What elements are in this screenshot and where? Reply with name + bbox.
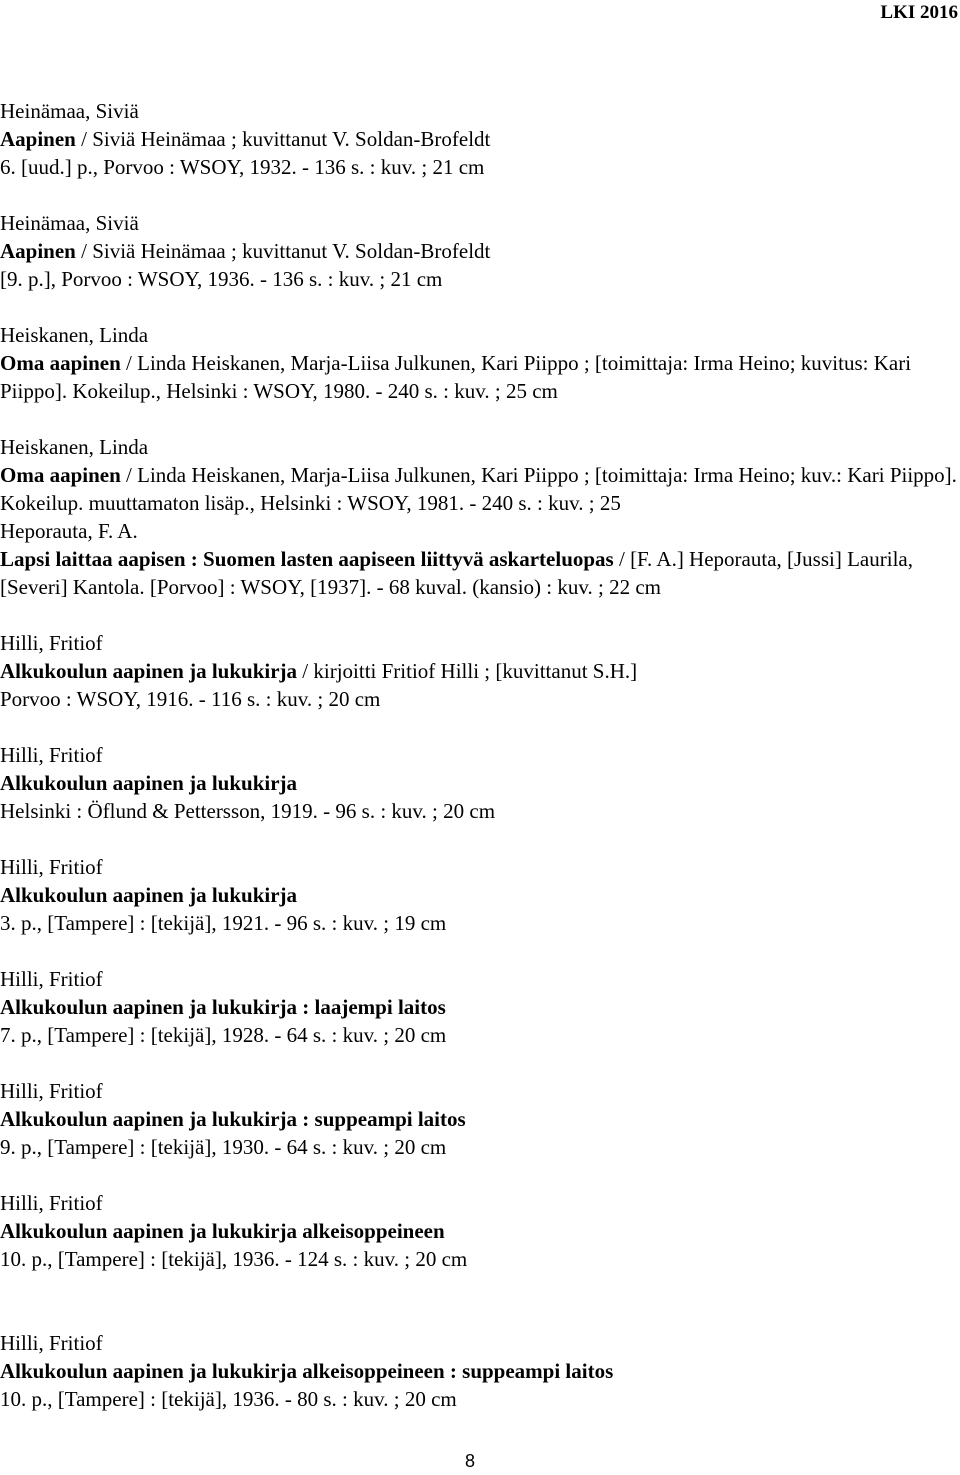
entry-statement: / [F. A.] Heporauta, [Jussi] Laurila, [Severi] Kantola. [Porvoo] : WSOY, [1937]. - 68 kuval. (kansio) : kuv. ; 22 cm xyxy=(0,547,913,599)
bibliography-entry xyxy=(0,965,958,1049)
entry-title-line xyxy=(0,125,958,153)
entry-title: Alkukoulun aapinen ja lukukirja xyxy=(0,659,298,683)
entry-title: Oma aapinen xyxy=(0,351,121,375)
entry-author: Heiskanen, Linda xyxy=(0,435,149,459)
entry-title: Aapinen xyxy=(0,127,76,151)
entry-author: Heporauta, F. A. xyxy=(0,519,138,543)
entry-title: Alkukoulun aapinen ja lukukirja : laajempi laitos xyxy=(0,995,446,1019)
bibliography-entry xyxy=(0,321,958,405)
entry-statement: / Siviä Heinämaa ; kuvittanut V. Soldan-Brofeldt xyxy=(75,127,491,151)
bibliography-entry xyxy=(0,741,958,825)
entry-title: Lapsi laittaa aapisen : Suomen lasten aapiseen liittyvä askarteluopas xyxy=(0,547,614,571)
entry-title-line xyxy=(0,769,958,797)
entry-details: 9. p., [Tampere] : [tekijä], 1930. - 64 s. : kuv. ; 20 cm xyxy=(0,1135,447,1159)
entry-title: Aapinen xyxy=(0,239,76,263)
bibliography-entry xyxy=(0,853,958,937)
entry-statement: / Siviä Heinämaa ; kuvittanut V. Soldan-Brofeldt xyxy=(75,239,491,263)
entry-title: Alkukoulun aapinen ja lukukirja alkeisoppeineen xyxy=(0,1219,445,1243)
entry-details: 10. p., [Tampere] : [tekijä], 1936. - 80 s. : kuv. ; 20 cm xyxy=(0,1387,457,1411)
bibliography-entry xyxy=(0,97,958,181)
entry-author: Hilli, Fritiof xyxy=(0,967,103,991)
document-header: LKI 2016 xyxy=(880,2,958,23)
entry-details: 7. p., [Tampere] : [tekijä], 1928. - 64 s. : kuv. ; 20 cm xyxy=(0,1023,447,1047)
entry-title-line xyxy=(0,993,958,1021)
entry-title-line xyxy=(0,461,958,517)
entry-details: [9. p.], Porvoo : WSOY, 1936. - 136 s. : kuv. ; 21 cm xyxy=(0,267,443,291)
entry-title: Alkukoulun aapinen ja lukukirja xyxy=(0,883,298,907)
entry-author: Hilli, Fritiof xyxy=(0,1331,103,1355)
entry-statement: / Linda Heiskanen, Marja-Liisa Julkunen, Kari Piippo ; [toimittaja: Irma Heino; kuvitus: Kari Piippo]. Kokeilup., Helsinki : WSOY, 1980. - 240 s. : kuv. ; 25 cm xyxy=(0,351,912,403)
entry-statement: / Linda Heiskanen, Marja-Liisa Julkunen, Kari Piippo ; [toimittaja: Irma Heino; kuv.: Kari Piippo]. Kokeilup. muuttamaton lisäp., Helsinki : WSOY, 1981. - 240 s. : kuv. ; 25 xyxy=(0,463,957,515)
entry-title-line xyxy=(0,545,958,601)
entry-author: Hilli, Fritiof xyxy=(0,855,103,879)
bibliography-entry xyxy=(0,1329,958,1413)
entry-title-line xyxy=(0,657,958,685)
entry-statement: / kirjoitti Fritiof Hilli ; [kuvittanut S.H.] xyxy=(297,659,638,683)
entry-details: 10. p., [Tampere] : [tekijä], 1936. - 124 s. : kuv. ; 20 cm xyxy=(0,1247,468,1271)
entry-title-line xyxy=(0,1105,958,1133)
entry-details: Helsinki : Öflund & Pettersson, 1919. - 96 s. : kuv. ; 20 cm xyxy=(0,799,496,823)
entry-details: 3. p., [Tampere] : [tekijä], 1921. - 96 s. : kuv. ; 19 cm xyxy=(0,911,447,935)
bibliography-entry xyxy=(0,629,958,713)
entry-author: Hilli, Fritiof xyxy=(0,631,103,655)
entry-author: Heinämaa, Siviä xyxy=(0,99,139,123)
entry-details: 6. [uud.] p., Porvoo : WSOY, 1932. - 136 s. : kuv. ; 21 cm xyxy=(0,155,485,179)
bibliography-entry xyxy=(0,1077,958,1161)
entry-title: Alkukoulun aapinen ja lukukirja alkeisoppeineen : suppeampi laitos xyxy=(0,1359,614,1383)
entry-title-line xyxy=(0,349,958,405)
bibliography-entry xyxy=(0,517,958,601)
entry-author: Hilli, Fritiof xyxy=(0,743,103,767)
entry-title-line xyxy=(0,881,958,909)
entry-title: Alkukoulun aapinen ja lukukirja xyxy=(0,771,298,795)
page-number: 8 xyxy=(464,1451,475,1471)
entry-author: Hilli, Fritiof xyxy=(0,1191,103,1215)
entry-title-line xyxy=(0,1357,958,1385)
entry-title-line xyxy=(0,237,958,265)
entry-details: Porvoo : WSOY, 1916. - 116 s. : kuv. ; 20 cm xyxy=(0,687,381,711)
bibliography-entry xyxy=(0,1189,958,1273)
bibliography-entry xyxy=(0,433,958,517)
bibliography-list xyxy=(0,97,958,1413)
entry-title: Oma aapinen xyxy=(0,463,121,487)
entry-author: Heiskanen, Linda xyxy=(0,323,149,347)
entry-title: Alkukoulun aapinen ja lukukirja : suppeampi laitos xyxy=(0,1107,466,1131)
entry-title-line xyxy=(0,1217,958,1245)
bibliography-entry xyxy=(0,209,958,293)
entry-author: Heinämaa, Siviä xyxy=(0,211,139,235)
entry-author: Hilli, Fritiof xyxy=(0,1079,103,1103)
